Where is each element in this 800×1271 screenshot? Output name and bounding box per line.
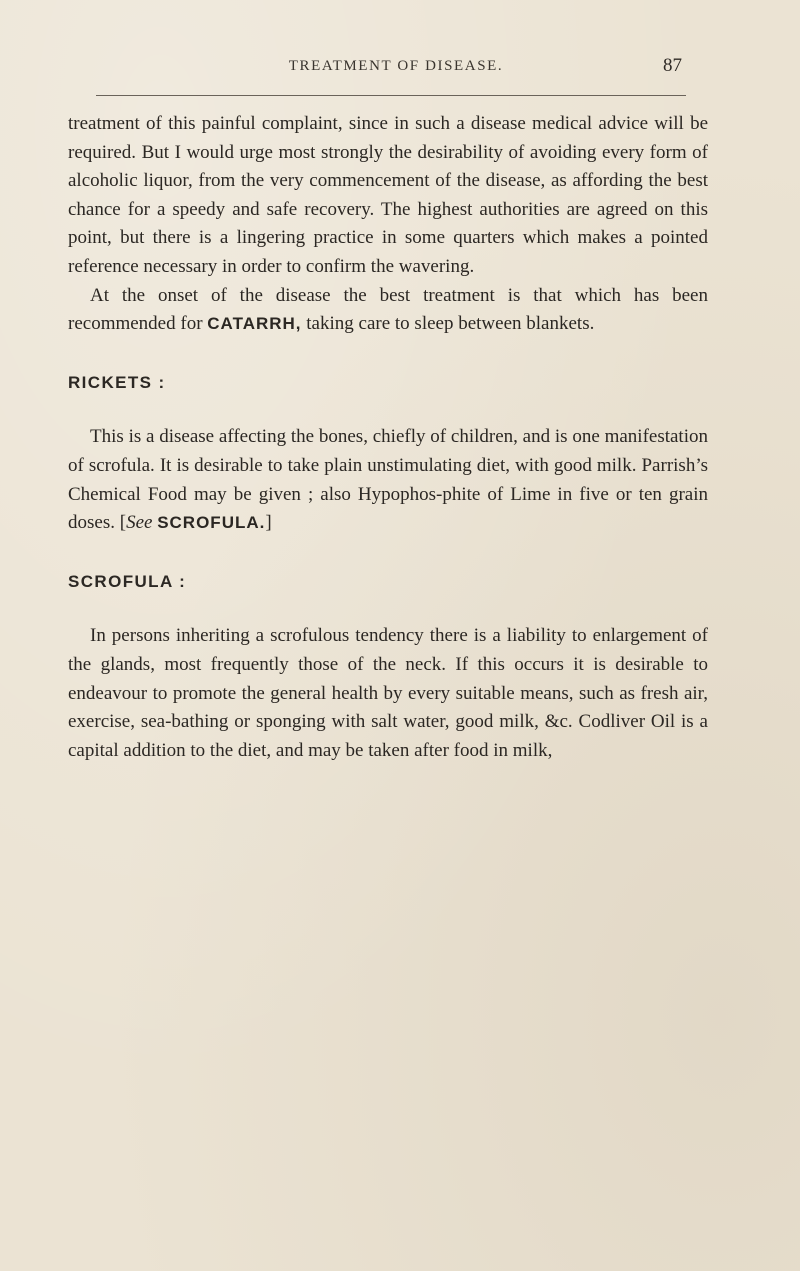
ref-bracket-open: [ [119, 512, 127, 534]
section-spacer [68, 397, 708, 423]
paragraph-onset-text-end: taking care to sleep between blankets. [301, 313, 595, 335]
see-reference: See [126, 512, 153, 534]
section-spacer [68, 339, 708, 369]
paragraph-rickets [68, 423, 708, 537]
ref-bracket-close: ] [265, 512, 272, 534]
running-title: TREATMENT OF DISEASE. [288, 58, 504, 74]
section-spacer [68, 538, 708, 568]
catarrh-reference: CATARRH, [207, 314, 302, 334]
paragraph-onset-treatment [68, 282, 708, 339]
heading-scrofula: SCROFULA : [68, 571, 187, 591]
paragraph-onset-text: At the onset of the disease the best treatment is that which has been recommended for [68, 284, 708, 335]
header-rule [96, 95, 686, 96]
scrofula-reference: SCROFULA. [157, 513, 266, 533]
paragraph-alcohol-advice: treatment of this painful complaint, since in such a disease medical advice will be required. But I would urge most strongly the desirability of avoiding every form of alcoholic liquor, from the very commencement of the disease, as affording the best chance for a speedy and safe recovery. The highest authorities are agreed on this point, but there is a lingering practice in some quarters which makes a pointed reference necessary in order to confirm the wavering. [68, 113, 708, 277]
section-spacer [68, 596, 708, 622]
page-number: 87 [663, 55, 682, 76]
paragraph-scrofula: In persons inheriting a scrofulous tendency there is a liability to enlargement of the glands, most frequently those of the neck. If this occurs it is desirable to endeavour to promote the general health by every suitable means, such as fresh air, exercise, sea-bathing or sponging with salt water, good milk, &c. Codliver Oil is a capital addition to the diet, and may be taken after food in milk, [68, 625, 708, 761]
page-header [96, 55, 696, 98]
rickets-text: This is a disease affecting the bones, chiefly of children, and is one manifestation of scrofula. It is desirable to take plain unstimulating diet, with good milk. Parrish’s Chemical Food may be given ; also Hypophos-phite of Lime in five or ten grain doses. [68, 426, 708, 534]
page-body [68, 110, 708, 765]
heading-rickets: RICKETS : [68, 372, 166, 392]
